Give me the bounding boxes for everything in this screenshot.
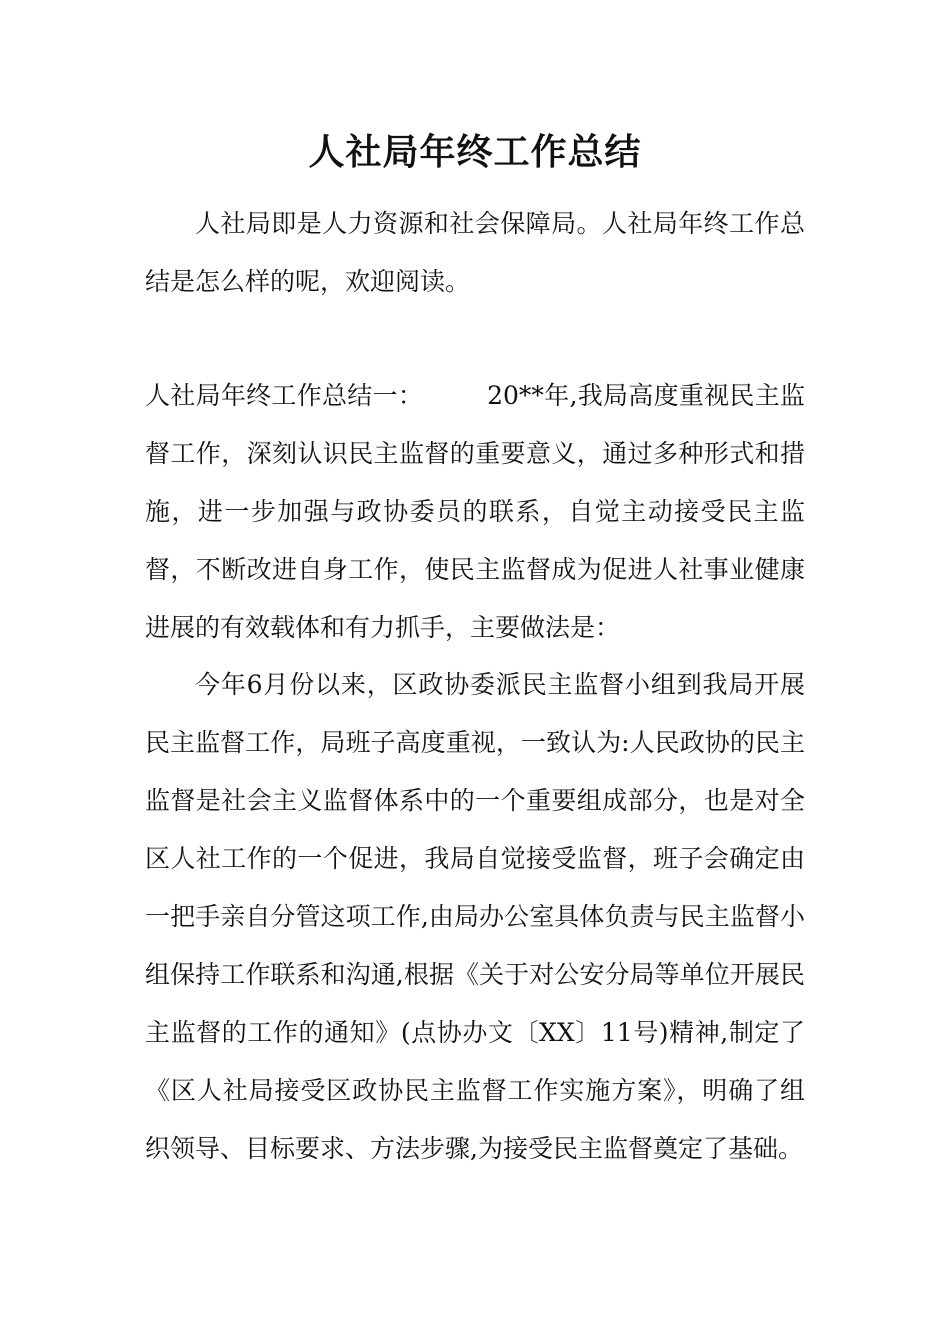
section-body: 20**年,我局高度重视民主监督工作，深刻认识民主监督的重要意义，通过多种形式和措施，进一步加强与政协委员的联系，自觉主动接受民主监督，不断改进自身工作，使民主监督成为促进人社事业健康进展的有效载体和有力抓手，主要做法是：	[145, 381, 805, 642]
page-title: 人社局年终工作总结	[308, 132, 642, 173]
intro-paragraph: 人社局即是人力资源和社会保障局。人社局年终工作总结是怎么样的呢，欢迎阅读。	[145, 209, 805, 296]
section-paragraph	[145, 367, 805, 657]
body-paragraph: 今年6月份以来，区政协委派民主监督小组到我局开展民主监督工作，局班子高度重视，一致认为:人民政协的民主监督是社会主义监督体系中的一个重要组成部分，也是对全区人社工作的一个促进，我局自觉接受监督，班子会确定由一把手亲自分管这项工作,由局办公室具体负责与民主监督小组保持工作联系和沟通,根据《关于对公安分局等单位开展民主监督的工作的通知》(点协办文〔XX〕11号)精神,制定了《区人社局接受区政协民主监督工作实施方案》，明确了组织领导、目标要求、方法步骤,为接受民主监督奠定了基础。	[145, 670, 805, 1163]
section-heading: 人社局年终工作总结一：	[145, 381, 424, 410]
